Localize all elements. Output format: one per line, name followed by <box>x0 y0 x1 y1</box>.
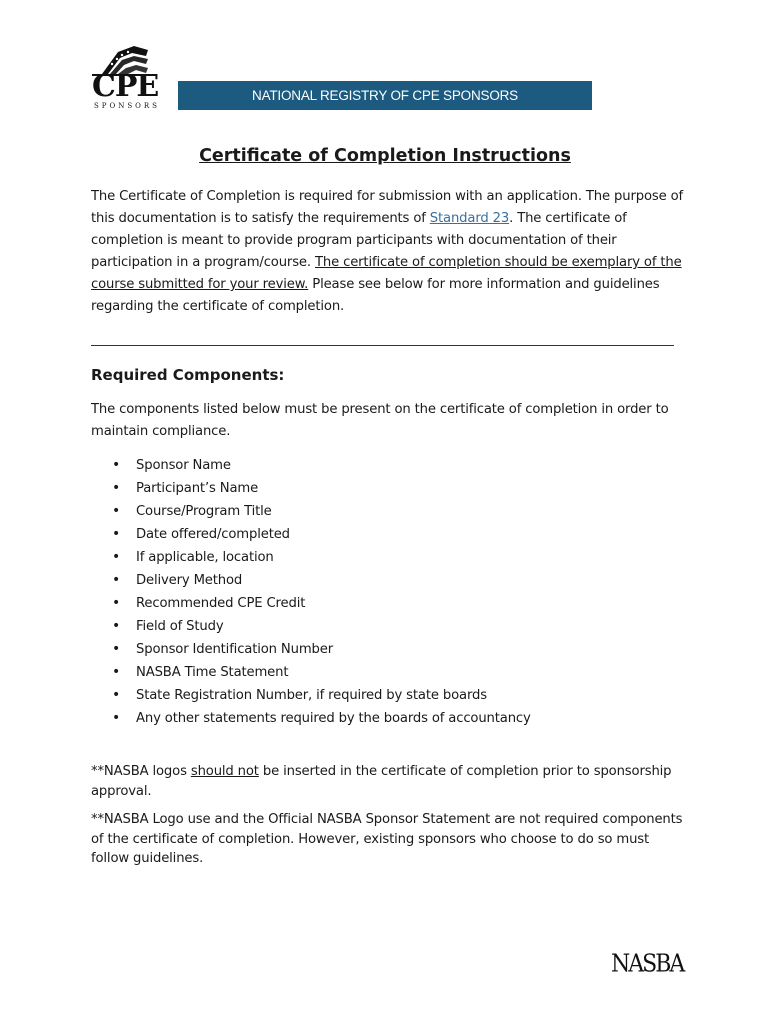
list-item: • Field of Study <box>91 615 531 638</box>
required-components-heading: Required Components: <box>91 366 285 384</box>
intro-paragraph <box>91 186 691 318</box>
list-item: • Course/Program Title <box>91 500 531 523</box>
list-item: • Recommended CPE Credit <box>91 592 531 615</box>
list-item: • State Registration Number, if required by state boards <box>91 684 531 707</box>
note1-suffix: be inserted in the certificate of completion prior to sponsorship approval. <box>91 764 672 799</box>
intro-text-2: . The certificate of completion is meant to provide program participants with documentation of their participation in a program/course. <box>91 211 627 270</box>
note1-emphasis: should not <box>190 764 259 779</box>
header-banner: NATIONAL REGISTRY OF CPE SPONSORS <box>178 81 592 110</box>
note1-prefix: **NASBA logos <box>91 764 191 779</box>
standard-23-link[interactable]: Standard 23 <box>429 211 510 226</box>
intro-text-3: Please see below for more information and guidelines regarding the certificate of completion. <box>91 277 660 314</box>
intro-underlined-text: The certificate of completion should be exemplary of the course submitted for your review. <box>91 255 682 292</box>
list-item: • Date offered/completed <box>91 523 531 546</box>
logo-sponsors-text: SPONSORS <box>94 102 160 110</box>
list-item: • Sponsor Identification Number <box>91 638 531 661</box>
list-item: • Delivery Method <box>91 569 531 592</box>
section-divider <box>91 345 674 346</box>
list-item: • Participant’s Name <box>91 477 531 500</box>
list-item: • NASBA Time Statement <box>91 661 531 684</box>
cpe-sponsors-logo <box>88 44 160 112</box>
note-logos <box>91 762 691 801</box>
required-components-list <box>91 454 531 730</box>
logo-cpe-text: CPE <box>92 69 159 104</box>
required-components-intro: The components listed below must be present on the certificate of completion in order to maintain compliance. <box>91 402 669 439</box>
page-title: Certificate of Completion Instructions <box>199 146 571 166</box>
list-item: • Sponsor Name <box>91 454 531 477</box>
list-item: • If applicable, location <box>91 546 531 569</box>
intro-text-1: The Certificate of Completion is required for submission with an application. The purpose of this documentation is to satisfy the requirements of <box>91 189 683 226</box>
note-sponsor-statement: **NASBA Logo use and the Official NASBA Sponsor Statement are not required components of the certificate of completion. However, existing sponsors who choose to do so must follow guidelines. <box>91 812 683 866</box>
list-item: • Any other statements required by the boards of accountancy <box>91 707 531 730</box>
nasba-logo: NASBA <box>611 950 684 979</box>
